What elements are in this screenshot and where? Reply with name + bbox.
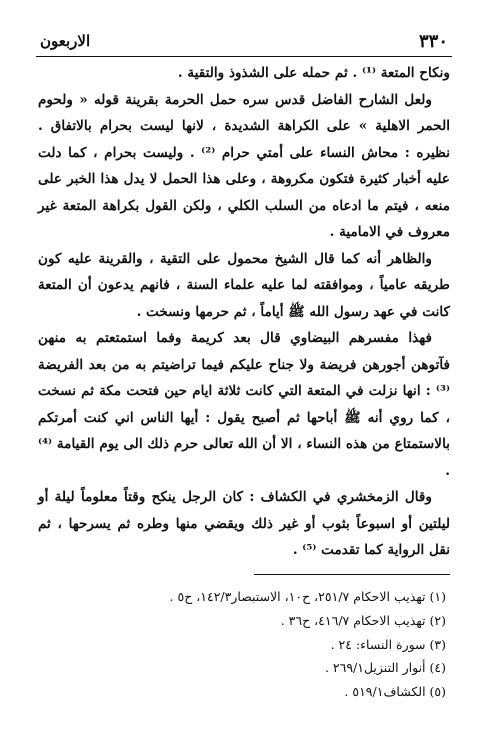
footnote: (٣) سورة النساء: ٢٤ . — [330, 636, 446, 652]
footnote: (١) تهذيب الاحكام ٢٥١/٧، ح١٠، الاستبصار١٤٢/٣، ح٥ . — [169, 589, 446, 604]
paragraph: وقال الزمخشري في الكشاف : كان الرجل ينكح وقتاً معلوماً ليلة أو ليلتين أو اسبوعاً بثوب أو غير ذلك ويقضي منها وطره ثم يسرحها ، ثم نقل الرواية كما تقدمت ⁽⁵⁾ . — [38, 489, 450, 558]
footnote: (٢) تهذيب الاحكام ٤١٦/٧، ح٣٦ . — [280, 612, 446, 628]
running-title: الاربعون — [40, 32, 91, 50]
page-header — [40, 28, 448, 54]
paragraph: والظاهر أنه كما قال الشيخ محمول على التقية ، والقرينة عليه كون طريقه عامياً ، وموافقته لما عليه علماء السنة ، فانهم يدعون أن المتعة كانت في عهد رسول الله ﷺ أياماً ، ثم حرمها ونسخت . — [38, 250, 450, 320]
footnote: (٤) أنوار التنزيل٢٦٩/١ . — [324, 660, 446, 676]
paragraph: فهذا مفسرهم البيضاوي قال بعد كريمة وفما استمتعتم به منهن فآتوهن أجورهن فريضة ولا جناح عليكم فيما تراضيتم به من بعد الفريضة ⁽³⁾ : انها نزلت في المتعة التي كانت ثلاثة ايام حين فتحت مكة ثم نسخت ، كما روي أنه ﷺ أباحها ثم أصبح يقول : أيها الناس اني كنت أمرتكم بالاستمتاع من هذه النساء ، الا أن الله تعالى حرم ذلك الى يوم القيامة ⁽⁴⁾ . — [38, 330, 450, 479]
footnote-divider — [254, 574, 450, 575]
paragraph: ونكاح المتعة ⁽¹⁾ . ثم حمله على الشذوذ والتقية . — [177, 65, 450, 81]
header-rule — [36, 56, 452, 57]
footnote: (٥) الكشاف٥١٩/١ . — [344, 684, 446, 700]
paragraph: ولعل الشارح الفاضل قدس سره حمل الحرمة بقرينة قوله « ولحوم الحمر الاهلية » على الكراهة الشديدة ، لانها ليست بحرام بالاتفاق . نظيره : محاش النساء على أمتي حرام ⁽²⁾ . وليست بحرام ، كما دلت عليه أخبار كثيرة فتكون مكروهة ، وعلى هذا الحمل لا يدل هذا الخبر على منعه ، فيتم ما ادعاه من السلب الكلي ، ولكن القول بكراهة المتعة غير معروف في الامامية . — [38, 91, 450, 240]
footnotes — [60, 585, 446, 704]
page-number: ٣٣٠ — [418, 30, 448, 52]
main-text — [38, 60, 450, 564]
